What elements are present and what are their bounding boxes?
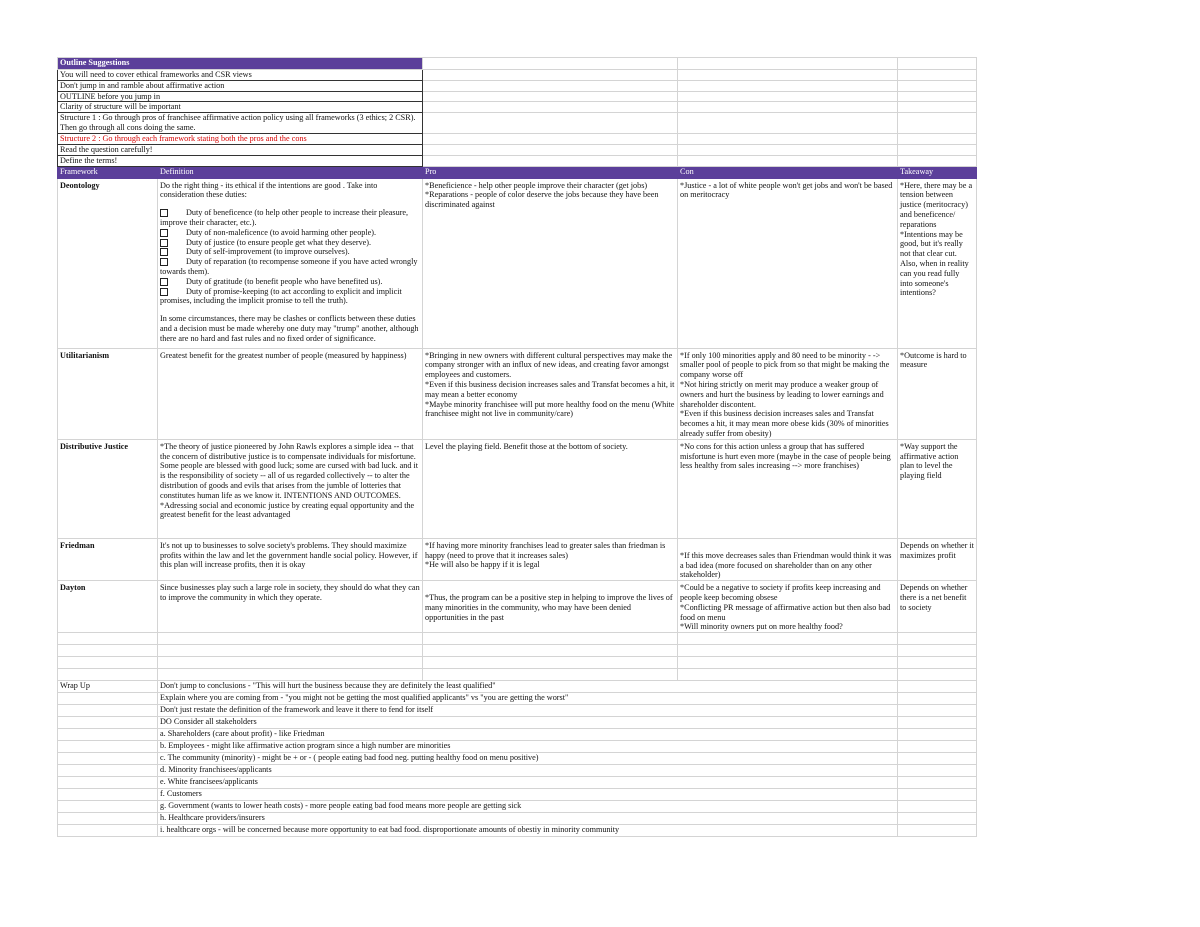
list-item: Duty of beneficence (to help other people to increase their pleasure, improve their character, etc.). [160, 208, 409, 227]
framework-name[interactable]: Utilitarianism [58, 348, 158, 439]
sheet-grid [57, 57, 977, 837]
framework-name[interactable]: Distributive Justice [58, 439, 158, 538]
outline-line[interactable]: Don't jump in and ramble about affirmative action [58, 80, 423, 91]
pro-cell[interactable]: Level the playing field. Benefit those at the bottom of society. [423, 439, 678, 538]
wrapup-label[interactable]: Wrap Up [58, 681, 158, 693]
con-cell[interactable]: *No cons for this action unless a group that has suffered misfortune is hurt even more (maybe in the case of people being less healthy from sales increasing --> more franchises) [678, 439, 898, 538]
framework-name[interactable]: Dayton [58, 581, 158, 633]
outline-line-highlight[interactable]: Structure 2 : Go through each framework stating both the pros and the cons [58, 134, 423, 145]
header-framework[interactable]: Framework [58, 166, 158, 178]
con-cell[interactable]: *Could be a negative to society if profits keep increasing and people keep becoming obsese *Conflicting PR message of affirmative action but then also bad food on menu *Will minority owners put on more healthy food? [678, 581, 898, 633]
outline-line[interactable]: You will need to cover ethical frameworks and CSR views [58, 70, 423, 81]
list-item: Duty of justice (to ensure people get what they deserve). [160, 238, 420, 248]
checkbox-icon [160, 248, 168, 256]
wrapup-line[interactable]: d. Minority franchisees/applicants [158, 765, 898, 777]
wrapup-line[interactable]: i. healthcare orgs - will be concerned because more opportunity to eat bad food. disproportionate amounts of obestiy in minority community [158, 825, 898, 837]
list-item: Duty of reparation (to recompense someone if you have acted wrongly towards them). [160, 257, 418, 276]
list-item: Duty of self-improvement (to improve ourselves). [160, 247, 420, 257]
pro-cell[interactable]: *Beneficience - help other people improve their character (get jobs) *Reparations - people of color deserve the jobs because they have been discriminated against [423, 178, 678, 348]
wrapup-line[interactable]: e. White francisees/applicants [158, 777, 898, 789]
list-item: Duty of promise-keeping (to act according to explicit and implicit promises, including the implicit promise to tell the truth). [160, 286, 402, 306]
definition-cell[interactable]: Greatest benefit for the greatest number of people (measured by happiness) [158, 348, 423, 439]
header-con[interactable]: Con [678, 166, 898, 178]
checkbox-icon [160, 209, 168, 217]
pro-cell[interactable]: *If having more minority franchises lead to greater sales than friedman is happy (need to prove that it increases sales) *He will also be happy if it is legal [423, 538, 678, 580]
checkbox-icon [160, 278, 168, 286]
header-takeaway[interactable]: Takeaway [898, 166, 977, 178]
takeaway-cell[interactable]: *Here, there may be a tension between justice (meritocracy) and beneficence/ reparations *Intentions may be good, but it's really not that clear cut. Also, when in reality can you read fully into someone's intentions? [898, 178, 977, 348]
definition-cell[interactable]: It's not up to businesses to solve society's problems. They should maximize profits within the law and let the government handle social policy. However, if this plan will increase profits, then it is okay [158, 538, 423, 580]
definition-cell[interactable]: *The theory of justice pioneered by John Rawls explores a simple idea -- that the concern of distributive justice is to compensate individuals for misfortune. Some people are blessed with good luck; some are cursed with bad luck. and it is the responsibility of society -- all of us regarded collectively -- to alter the distribution of goods and evils that arises from the jumble of lotteries that constitutes human life as we know it. INTENTIONS AND OUTCOMES. *Adressing social and economic justice by creating equal opportunity and the greatest benefit for the least advantaged [158, 439, 423, 538]
takeaway-cell[interactable]: Depends on whether there is a net benefit to society [898, 581, 977, 633]
column-header-row [58, 166, 977, 178]
table-row [58, 178, 977, 348]
outline-title[interactable]: Outline Suggestions [58, 58, 423, 70]
table-row [58, 581, 977, 633]
outline-line[interactable]: OUTLINE before you jump in [58, 91, 423, 102]
wrapup-line[interactable]: Don't jump to conclusions - "This will hurt the business because they are definitely the least qualified" [158, 681, 898, 693]
framework-name[interactable]: Deontology [58, 178, 158, 348]
takeaway-cell[interactable]: *Way support the affirmative action plan to level the playing field [898, 439, 977, 538]
wrapup-line[interactable]: Explain where you are coming from - "you might not be getting the most qualified applicants" vs "you are getting the worst" [158, 693, 898, 705]
con-cell[interactable]: *Justice - a lot of white people won't get jobs and won't be based on meritocracy [678, 178, 898, 348]
definition-cell[interactable]: Since businesses play such a large role in society, they should do what they can to improve the community in which they operate. [158, 581, 423, 633]
list-item: Duty of gratitude (to benefit people who have benefited us). [160, 277, 420, 287]
definition-cell[interactable] [158, 178, 423, 348]
pro-cell[interactable]: *Bringing in new owners with different cultural perspectives may make the company stronger with an influx of new ideas, and creating favor amongst employees and customers. *Even if this business decision increases sales and Transfat becomes a hit, it may mean a better economy *Maybe minority franchisee will put more healthy food on the menu (White franchisee might not live in community/care) [423, 348, 678, 439]
wrapup-line[interactable]: b. Employees - might like affirmative action program since a high number are minorities [158, 741, 898, 753]
table-row [58, 348, 977, 439]
wrapup-line[interactable]: g. Government (wants to lower heath costs) - more people eating bad food means more people are getting sick [158, 801, 898, 813]
wrapup-line[interactable]: c. The community (minority) - might be + or - ( people eating bad food neg. putting healthy food on menu positive) [158, 753, 898, 765]
table-row [58, 681, 977, 693]
checkbox-icon [160, 258, 168, 266]
pro-cell[interactable]: *Thus, the program can be a positive step in helping to improve the lives of many minorities in the community, who may have been denied opportunities in the past [423, 581, 678, 633]
checkbox-icon [160, 229, 168, 237]
checkbox-icon [160, 288, 168, 296]
outline-title-row [58, 58, 977, 70]
list-item: Duty of non-maleficence (to avoid harming other people). [160, 228, 420, 238]
table-row [58, 538, 977, 580]
wrapup-line[interactable]: f. Customers [158, 789, 898, 801]
outline-line[interactable]: Structure 1 : Go through pros of franchisee affirmative action policy using all frameworks (3 ethics; 2 CSR). Then go through all cons doing the same. [58, 113, 423, 134]
wrapup-line[interactable]: a. Shareholders (care about profit) - like Friedman [158, 729, 898, 741]
table-row [58, 439, 977, 538]
definition-text: In some circumstances, there may be clashes or conflicts between these duties and a decision must be made whereby one duty may "trump" another, although there are no hard and fast rules and no fixed order of significance. [160, 314, 419, 343]
outline-line[interactable]: Define the terms! [58, 155, 423, 166]
framework-name[interactable]: Friedman [58, 538, 158, 580]
con-cell[interactable]: *If only 100 minorities apply and 80 need to be minority - -> smaller pool of people to pick from so that might be making the company worse off *Not hiring strictly on merit may produce a weaker group of owners and hurt the business by leading to lower earnings and shareholder discontent. *Even if this business decision increases sales and Transfat becomes a hit, it may mean more obese kids (30% of minorities already suffer from obesity) [678, 348, 898, 439]
checkbox-icon [160, 239, 168, 247]
takeaway-cell[interactable]: Depends on whether it maximizes profit [898, 538, 977, 580]
con-cell[interactable]: *If this move decreases sales than Friendman would think it was a bad idea (more focused on shareholder than on any other stakeholder) [678, 538, 898, 580]
wrapup-line[interactable]: DO Consider all stakeholders [158, 717, 898, 729]
wrapup-line[interactable]: Don't just restate the definition of the framework and leave it there to fend for itself [158, 705, 898, 717]
definition-text: Do the right thing - its ethical if the intentions are good . Take into consideration these duties: [160, 180, 378, 200]
header-definition[interactable]: Definition [158, 166, 423, 178]
outline-line[interactable]: Read the question carefully! [58, 144, 423, 155]
wrapup-line[interactable]: h. Healthcare providers/insurers [158, 813, 898, 825]
header-pro[interactable]: Pro [423, 166, 678, 178]
takeaway-cell[interactable]: *Outcome is hard to measure [898, 348, 977, 439]
outline-line[interactable]: Clarity of structure will be important [58, 102, 423, 113]
spreadsheet [57, 57, 976, 837]
